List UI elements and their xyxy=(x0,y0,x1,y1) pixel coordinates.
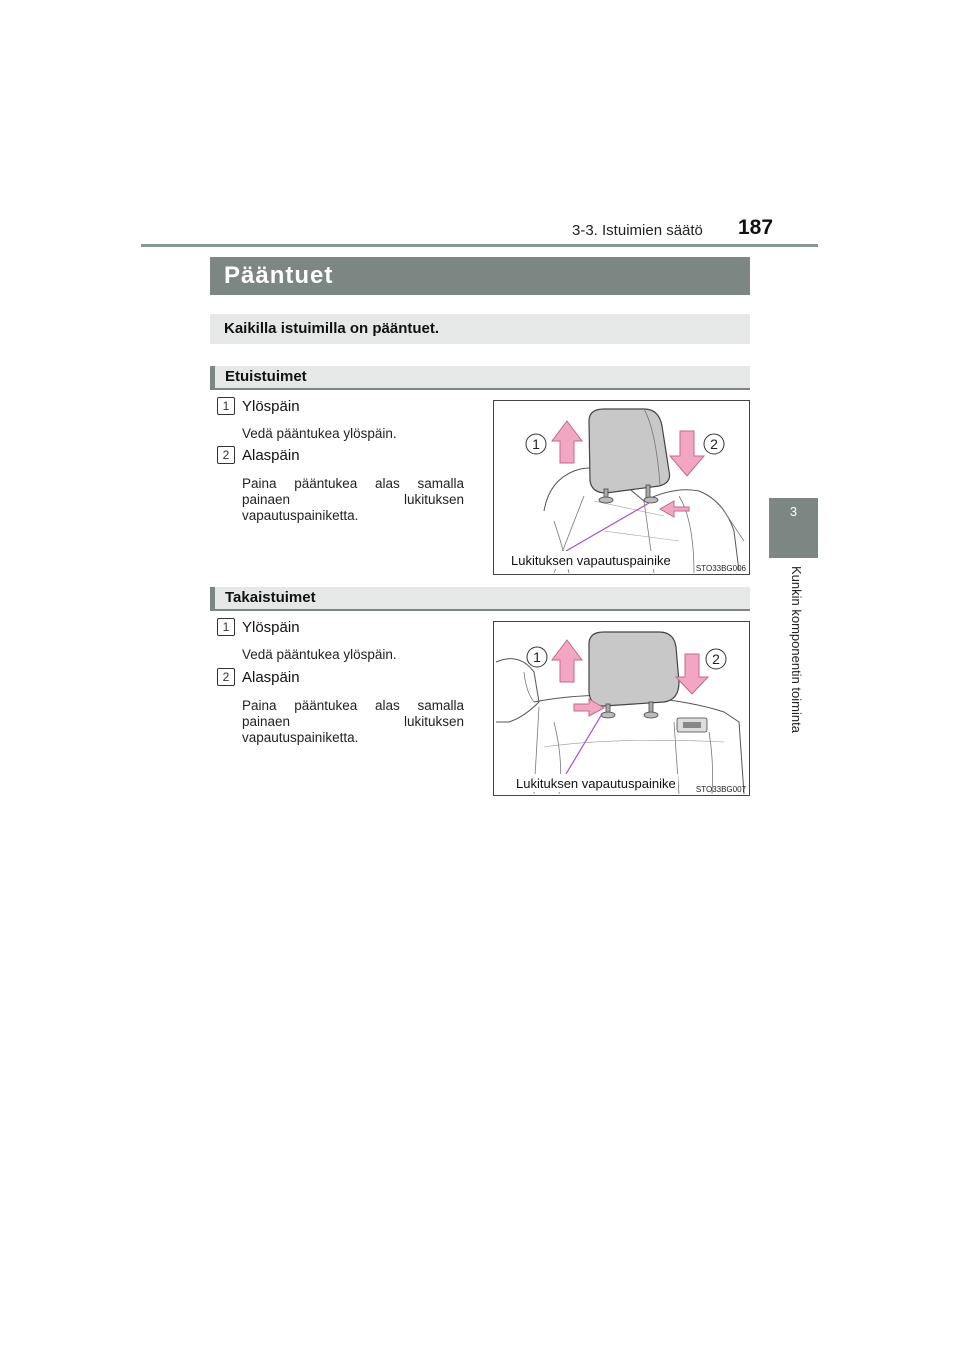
rear-item-1-title: Ylöspäin xyxy=(242,619,300,636)
rear-callout-1: 1 xyxy=(533,649,541,665)
rear-item-1-number: 1 xyxy=(217,618,235,636)
chapter-tab xyxy=(769,498,818,558)
front-item-2-number: 2 xyxy=(217,446,235,464)
front-item-1-number: 1 xyxy=(217,397,235,415)
header-divider xyxy=(141,244,818,247)
front-figure-code: STO33BG006 xyxy=(695,564,746,573)
page-title: Pääntuet xyxy=(210,257,750,295)
rear-seats-heading: Takaistuimet xyxy=(210,587,750,611)
front-item-1-desc: Vedä pääntukea ylöspäin. xyxy=(242,426,397,441)
rear-item-2-title: Alaspäin xyxy=(242,669,300,686)
section-title: 3-3. Istuimien säätö xyxy=(572,222,703,239)
rear-figure-code: STO33BG007 xyxy=(695,785,746,794)
front-callout-1: 1 xyxy=(532,436,540,452)
rear-figure-label: Lukituksen vapautuspainike xyxy=(516,776,676,791)
rear-item-1-desc: Vedä pääntukea ylöspäin. xyxy=(242,647,397,662)
front-callout-2: 2 xyxy=(710,436,718,452)
rear-item-2-desc: Paina pääntukea alas samalla painaen lukituksen vapautuspainiketta. xyxy=(242,698,464,745)
front-item-1-title: Ylöspäin xyxy=(242,398,300,415)
front-seats-heading: Etuistuimet xyxy=(210,366,750,390)
rear-item-2-number: 2 xyxy=(217,668,235,686)
chapter-number: 3 xyxy=(789,504,798,519)
rear-headrest-figure xyxy=(493,621,750,796)
front-headrest-figure xyxy=(493,400,750,575)
rear-headrest-illustration xyxy=(494,622,749,795)
front-item-2-desc: Paina pääntukea alas samalla painaen lukituksen vapautuspainiketta. xyxy=(242,476,464,523)
front-headrest-illustration xyxy=(494,401,749,574)
intro-text: Kaikilla istuimilla on pääntuet. xyxy=(210,314,750,344)
front-item-2-title: Alaspäin xyxy=(242,447,300,464)
front-figure-label: Lukituksen vapautuspainike xyxy=(511,553,671,568)
rear-callout-2: 2 xyxy=(712,651,720,667)
page-number: 187 xyxy=(738,216,774,239)
chapter-title: Kunkin komponentin toiminta xyxy=(789,566,804,733)
